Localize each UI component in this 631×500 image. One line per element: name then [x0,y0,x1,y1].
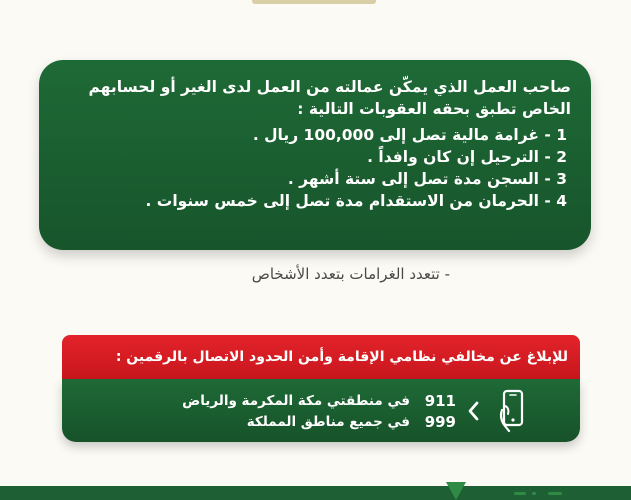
phone-number-911[interactable]: 911 [424,392,456,410]
penalty-item-recruitment-ban: 4 - الحرمان من الاستقدام مدة تصل إلى خمس سنوات . [145,192,567,210]
penalty-item-deportation: 2 - الترحيل إن كان وافداً . [367,148,567,166]
region-makkah-riyadh: في منطقتي مكة المكرمة والرياض [182,393,410,409]
report-banner: للإبلاغ عن مخالفي نظامي الإقامة وأمن الحدود الاتصال بالرقمين : [62,335,580,379]
chevron-left-icon [467,401,479,421]
checkmark-logo-icon [440,480,480,500]
penalty-card [39,60,591,250]
penalty-item-fine: 1 - غرامة مالية تصل إلى 100,000 ريال . [252,126,567,144]
region-all-kingdom: في جميع مناطق المملكة [246,414,410,430]
penalty-intro-line-1: صاحب العمل الذي يمكّن عمالته من العمل لدى الغير أو لحسابهم [88,78,571,96]
phone-number-999[interactable]: 999 [424,413,456,431]
footer-dots-icon [508,491,568,497]
top-accent-bar [252,0,376,4]
smartphone-hand-icon [499,388,527,434]
contacts-panel [62,379,580,442]
fines-note: - تتعدد الغرامات بتعدد الأشخاص [251,265,450,283]
penalty-list [57,124,571,212]
penalty-intro-line-2: الخاص تطبق بحقه العقوبات التالية : [297,100,571,118]
penalty-item-prison: 3 - السجن مدة تصل إلى ستة أشهر . [287,170,567,188]
